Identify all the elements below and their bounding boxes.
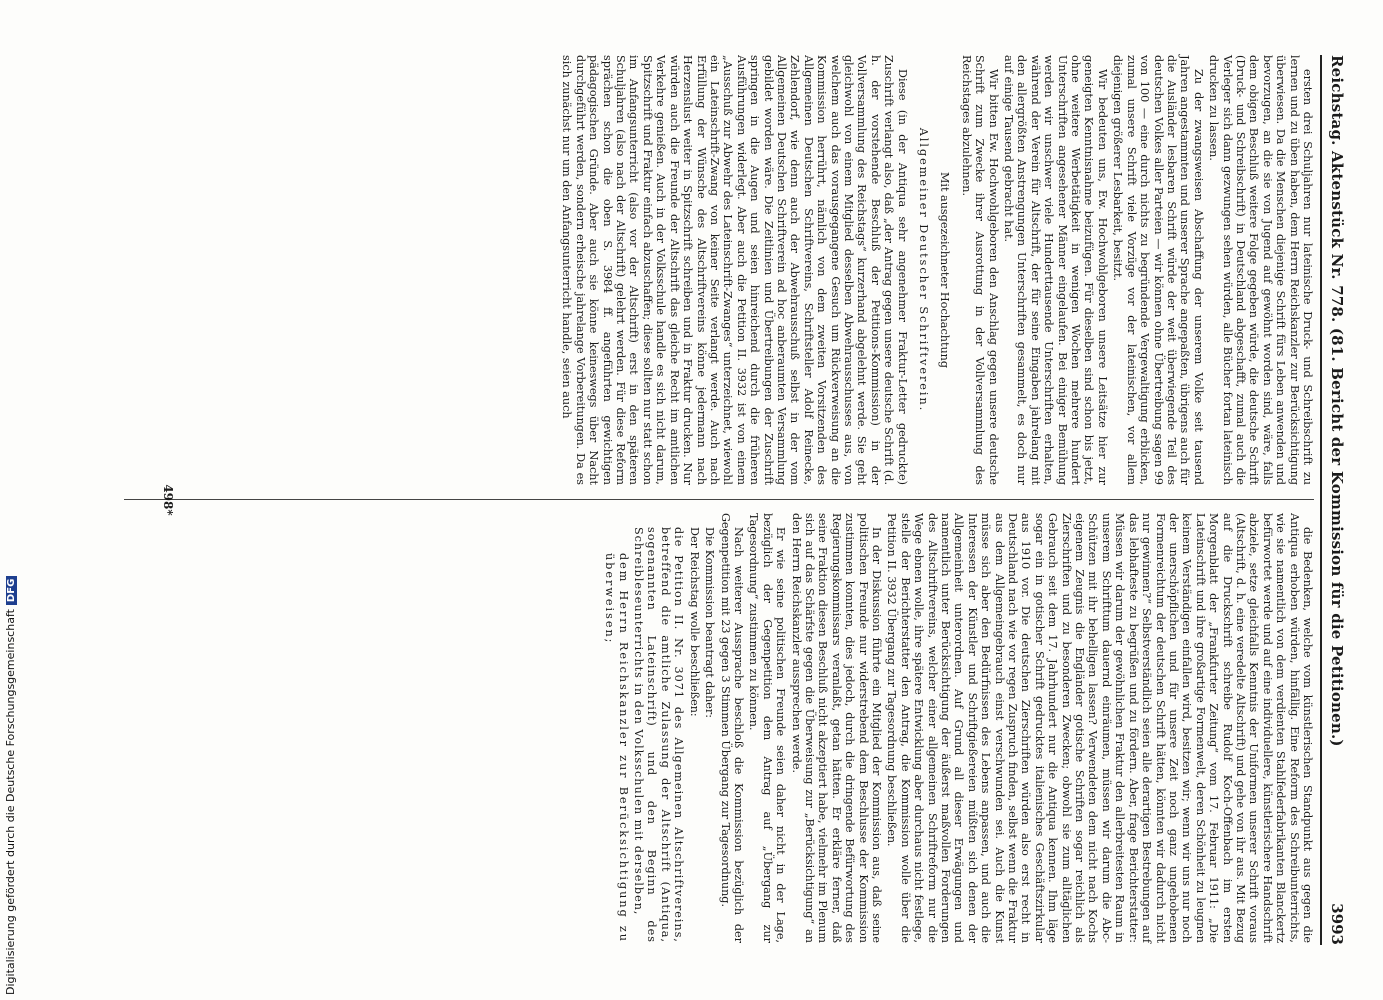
motion-conclusion: dem Herrn Reichskanzler zur Berücksichtigung zu überweisen;: [603, 553, 630, 943]
digitization-credit: [4, 576, 17, 995]
paragraph: Er wie seine politischen Freunde seien daher nicht in der Lage, bezüglich der Gegenpetition dem Antrag auf „Übergang zur Tagesordnung“ zustimmen zu können.: [747, 513, 788, 943]
dfg-logo: DFG: [6, 576, 17, 605]
page-header: [1324, 55, 1350, 945]
paragraph: Zu der zwangsweisen Abschaffung der unserem Volke seit tausend Jahren angestammten und unserer Sprache angepaßten, übrigens auch für die Ausländer lesbaren Schrift würde der weit überwiegende Teil des deutschen Volkes aller Parteien — wir können ohne Übertreibung sagen 99 von 100 — eine durch nichts zu begründende Vergewaltigung erblicken, zumal unsere Schrift viele Vorzüge vor der lateinischen, vor allem diejenigen größerer Lesbarkeit, besitzt.: [1111, 55, 1205, 485]
paragraph: In der Diskussion führte ein Mitglied der Kommission aus, daß seine politischen Freunde nur widerstrebend dem Beschlusse der Kommission zustimmen konnten, dies jedoch, durch die dringende Befürwortung des Regierungskommissars veranlaßt, getan hätten. Er erkläre ferner, daß seine Fraktion diesen Beschluß nicht akzeptiert habe, vielmehr im Plenum sich auf das Schärfste gegen die Überweisung zur „Berücksichtigung“ an den Herrn Reichskanzler aussprechen werde.: [789, 513, 883, 943]
paragraph: die Bedenken, welche vom künstlerischen Standpunkt aus gegen die Antiqua erhoben würden, hinfällig. Eine Reform des Schreibunterrichts, wie sie namentlich von dem verdienten Stahlfederfabrikanten Blanckertz befürwortet werde und auf eine individuellere, künstlerischere Handschrift abziele, setze gleichfalls Kenntnis der Uniformen unserer Schrift voraus (Altschrift, d. h. eine veredelte Altschrift) und gehe von ihr aus. Mit Bezug auf die Druckschrift schreibe Rudolf Koch-Offenbach im ersten Morgenblatt der „Frankfurter Zeitung“ vom 17. Februar 1911: „Die Lateinschrift und ihre großartige Formenwelt, deren Schönheit zu leugnen keinem Verständigen einfallen wird, besitzen wir; wenn wir uns nur noch der unerschöpflichen und für unsere Zeit noch ganz ungehobenen Formenreichtum der deutschen Schrift hätten, könnten wir dadurch nicht nur gewinnen?“ Selbstverständlich seien alle derartigen Bestrebungen auf das lebhafteste zu begrüßen und zu fördern. Aber, frage Berichterstatter: Müssen wir darum der gewöhnlichen Fraktur den allerbreitesten Raum in unserem Schrifttum dauernd einräumen, müssen wir darum die Abc-Schützen mit ihr behelligen lassen? Verwendeten dem nicht nach Kochs eigenem Zeugnis die Engländer gotische Schriften sogar reichlich als Zierschriften und zu besonderen Zwecken; obwohl sie zum alltäglichen Gebrauch seit dem 17. Jahrhundert nur die Antiqua kennen. Ihm läge sogar ein in gotischer Schrift gedrucktes italienisches Geschäftszirkular aus 1910 vor. Die deutschen Zierschriften würden also erst recht in Deutschland nach wie vor regen Zuspruch finden, selbst wenn die Fraktur aus dem Allgemeingebrauch einst verschwunden sei. Auch die Kunst müsse sich aber den Bedürfnissen des Lebens anpassen, und auch die Interessen der Künstler und Schriftgießereien müßten sich denen der Allgemeinheit unterordnen. Auf Grund all dieser Erwägungen und namentlich unter Berücksichtigung der äußerst maßvollen Forderungen des Altschriftvereins, welcher einer allgemeinen Schriftreform nur die Wege ebnen wolle, ihre spätere Entwicklung aber durchaus nicht festlege, stelle der Berichterstatter den Antrag, die Kommission wolle über die Petition II. 3932 Übergang zur Tagesordnung beschließen.: [885, 513, 1314, 943]
closing-salutation: Mit ausgezeichneter Hochachtung: [938, 171, 952, 369]
column-divider: [124, 499, 1314, 500]
paragraph: ersten drei Schuljahren nur lateinische Druck- und Schreibschrift zu lernen und zu üben haben, dem Herrn Reichskanzler zur Berücksichtigung überwiesen. Da die Menschen diejenige Schrift fürs Leben anwenden und bevorzugen, an die sie von Jugend auf gewöhnt worden sind, wäre, falls dem obigen Beschluß weitere Folge gegeben würde, die deutsche Schrift (Druck- und Schreibschrift) in Deutschland abgeschafft, zumal auch die Verleger sich dann gezwungen sehen würden, alle Bücher fortan lateinisch drucken zu lassen.: [1207, 55, 1314, 485]
digitization-credit-text: Digitalisierung gefördert durch die Deutsche Forschungsgemeinschaft: [4, 609, 17, 995]
paragraph: Nach weiterer Aussprache beschloß die Kommission bezüglich der Gegenpetition mit 23 gegen 3 Stimmen Übergang zur Tagesordnung.: [718, 513, 745, 943]
page-number: 3993: [1328, 903, 1346, 945]
header-title: Reichstag. Aktenstück Nr. 778. (81. Bericht der Kommission für die Petitionen.): [1328, 55, 1346, 747]
paragraph: Wir bitten Ew. Hochwohlgeboren den Anschlag gegen unsere deutsche Schrift zum Zwecke ihrer Ausrottung in der Vollversammlung des Reichstages abzulehnen.: [959, 55, 1000, 485]
motion-intro: Die Kommission beantragt daher:: [703, 527, 717, 719]
paragraph: Wir bedeuten uns, Ew. Hochwohlgeboren unsere Leitsätze hier zur geneigten Kenntnisnahme beizufügen. Für dieselben sind schon bis jetzt, ohne weitere Werbetätigkeit in wenigen Wochen mehrere hundert Unterschriften angesehener Männer eingelaufen. Bei einiger Bemühung werden wir unschwer viele Hunderttausende Unterschriften erhalten, während der Verein für Altschrift, der für seine Eingaben jahrelang mit den allergrößten Anstrengungen Unterschriften gesammelt, es doch nur auf einige Tausend gebracht hat.: [1002, 55, 1109, 485]
motion-heading: Der Reichstag wolle beschließen:: [687, 527, 701, 717]
paragraph: Diese (in der Antiqua sehr angenehmer Fraktur-Letter gedruckte) Zuschrift verlangt also, daß „der Antrag gegen unsere deutsche Schrift (d. h. der vorstehende Beschluß der Petitions-Kommission) in der Vollversammlung des Reichstags“ kurzerhand abgelehnt werde. Sie geht gleichwohl von einem Mitglied desselben Abwehrausschusses aus, von welchem auch das vorausgegangene Gesuch um Rückverweisung an die Kommission herrührt, nämlich von dem zweiten Vorsitzenden des Allgemeinen Deutschen Schriftvereins, Schriftsteller Adolf Reinecke, Zehlendorf, wie denn auch der Abwehrausschuß selbst in der vom Allgemeinen Deutschen Schriftverein ad hoc anberaumten Versammlung gebildet worden wäre. Die Zeitlinien und Übertreibungen der Zuschrift springen in die Augen und seien hinreichend durch die früheren Ausführungen widerlegt. Aber auch die Petition II. 3932 ist von einem „Ausschuß zur Abwehr des Lateinschrift-Zwanges“ unterzeichnet, wiewohl ein Lateinschrift-Zwang von keiner Seite verlangt werde. Auch nach Erfüllung der Wünsche des Altschriftvereins könne jedermann nach Herzenslust weiter in Spitzschrift schreiben und in Fraktur drucken. Nur würden auch die Freunde der Altschrift das gleiche Recht im amtlichen Verkehre genießen. Auch in der Volksschule handle es sich nicht darum, Spitzschrift und Fraktur einfach abzuschaffen; diese sollten nur statt schon im Anfangsunterricht (also vor der Altschrift) erst in den späteren Schuljahren (also nach der Altschrift) gelehrt werden. Für diese Reform sprächen schon die oben S. 3984 ff. angeführten gewichtigen pädagogischen Gründe. Aber auch sie könne keineswegs über Nacht durchgeführt werden, sondern erheische jahrelange Vorbereitungen. Da es sich zunächst nur um den Anfangsunterricht handle, seien auch: [560, 55, 909, 485]
signature-mark: 498*: [161, 484, 175, 516]
right-column: [601, 513, 1314, 943]
rotated-document: [60, 55, 1350, 945]
signatory: Allgemeiner Deutscher Schriftverein.: [917, 127, 931, 413]
digitization-sidebar: [0, 0, 20, 1000]
left-column: [558, 55, 1314, 485]
motion-text: die Petition II. Nr. 3071 des Allgemeinen Altschriftvereins, betreffend die amtliche Zulassung der Altschrift (Antiqua, sogenannten Lateinschrift) und den Beginn des Schreibleseunterrichts in den Volksschulen mit derselben,: [632, 527, 686, 943]
header-rule: [1320, 55, 1322, 945]
